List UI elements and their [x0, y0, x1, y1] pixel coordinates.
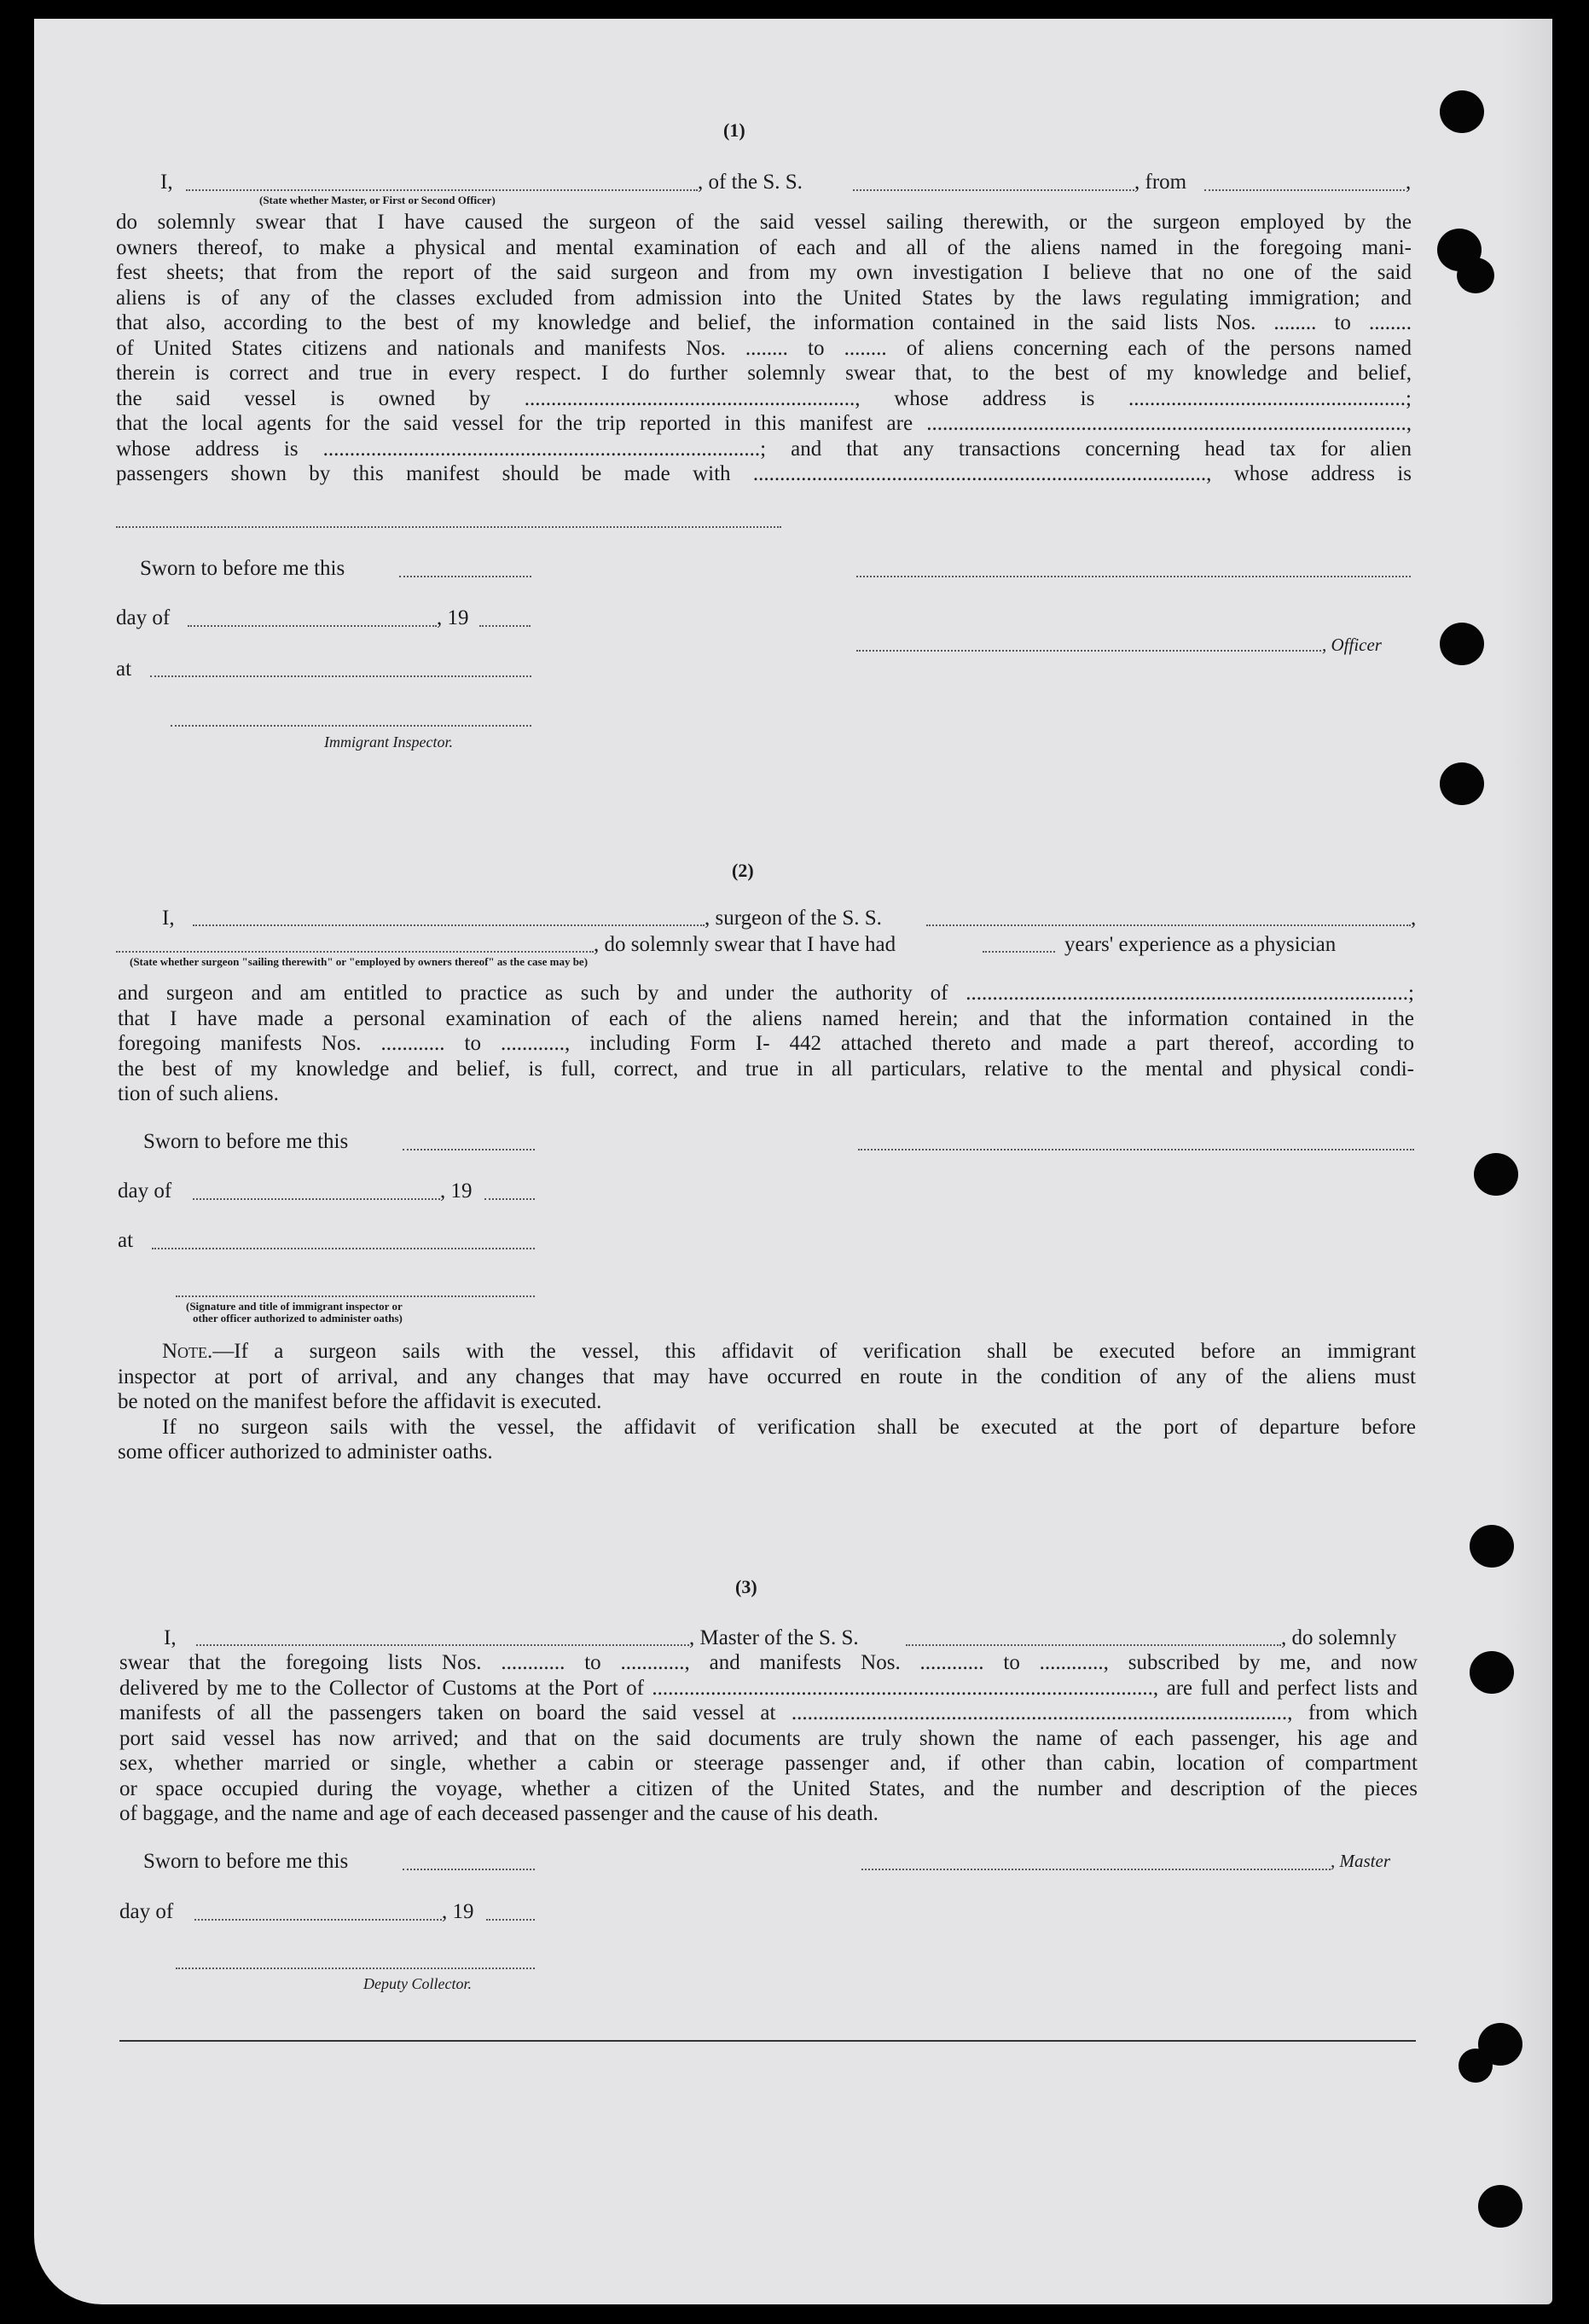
oath-1-body — [116, 210, 1412, 487]
note-label: Note. — [162, 1340, 213, 1363]
oath-3-line: swear that the foregoing lists Nos. ............ to ............, and manifests Nos. ............ to ............, subscribed by me, and now — [119, 1651, 1418, 1674]
inspector-signature-field — [171, 725, 531, 727]
oath-2-surgeon: , surgeon of the S. S. — [705, 907, 882, 930]
day-of-label: day of — [118, 1179, 172, 1203]
oath-2-sub-label: (State whether surgeon "sailing therewith" or "employed by owners thereof" as the case may be) — [130, 955, 589, 968]
oath-1-i: I, — [160, 171, 173, 194]
at-label: at — [118, 1229, 134, 1252]
punch-hole — [1457, 258, 1494, 293]
note-text: —If a surgeon sails with the vessel, this affidavit of verification shall be executed before an immigrant — [212, 1340, 1416, 1363]
punch-hole — [1470, 1651, 1514, 1694]
officer-title-field — [856, 650, 1321, 652]
day-field — [188, 625, 437, 627]
year-field — [486, 1919, 535, 1921]
oath-1-line: whose address is ..................................................................................; and that any transactions concerning head tax for alien — [116, 437, 1412, 461]
oath-1-line: do solemnly swear that I have caused the surgeon of the said vessel sailing therewith, or the surgeon employed by the — [116, 211, 1412, 234]
at-field — [152, 1248, 535, 1249]
signature-title-field — [176, 1295, 535, 1297]
note-line: inspector at port of arrival, and any changes that may have occurred en route in the condition of any of the aliens must — [118, 1365, 1416, 1388]
day-of-label: day of — [116, 606, 171, 629]
oath-3-line: sex, whether married or single, whether a cabin or steerage passenger and, if other than cabin, location of compartment — [119, 1752, 1418, 1775]
oath-1-sub-label: (State whether Master, or First or Second Officer) — [259, 194, 496, 206]
surgeon-signature-field — [858, 1149, 1414, 1150]
oath-3-line: or space occupied during the voyage, whether a citizen of the United States, and the number and description of the pieces — [119, 1776, 1418, 1800]
oath-1-line: fest sheets; that from the report of the said surgeon and from my own investigation I believe that no one of the said — [116, 261, 1412, 284]
oath-2-line: tion of such aliens. — [118, 1082, 279, 1105]
punch-hole — [1478, 2185, 1522, 2228]
oath-3-i: I, — [164, 1626, 177, 1649]
punch-hole — [1470, 1525, 1514, 1568]
master-name-field — [196, 1644, 689, 1646]
surgeon-name-field — [193, 924, 705, 926]
at-field — [150, 675, 531, 677]
port-from-field — [1204, 189, 1405, 191]
oath-2-body — [118, 981, 1414, 1107]
sworn-label: Sworn to before me this — [140, 557, 345, 580]
sworn-label: Sworn to before me this — [143, 1850, 349, 1873]
punch-hole — [1474, 1153, 1518, 1196]
punch-hole — [1440, 623, 1484, 665]
oath-1-line: therein is correct and true in every respect. I do further solemnly swear that, to the best of my knowledge and belief, — [116, 362, 1412, 385]
vessel-name-field — [853, 189, 1134, 191]
officer-label: , Officer — [1322, 635, 1382, 655]
at-label: at — [116, 658, 132, 681]
oath-2-years: years' experience as a physician — [1064, 933, 1337, 956]
year-label: , 19 — [440, 1179, 473, 1203]
oath-1-line: aliens is of any of the classes excluded from admission into the United States by the laws regulating immigration; and — [116, 286, 1412, 310]
collector-signature-field — [176, 1968, 535, 1969]
master-vessel-field — [906, 1644, 1281, 1646]
oath-1-from: , from — [1134, 171, 1187, 194]
inspector-label: Immigrant Inspector. — [324, 733, 453, 751]
collector-label: Deputy Collector. — [363, 1975, 472, 1992]
oath-1-line: passengers shown by this manifest should be made with ....................................................................................., whose address is — [116, 462, 1412, 485]
year-field — [484, 1198, 535, 1200]
oath-1-line: owners thereof, to make a physical and mental examination of each and all of the aliens named in the foregoing mani- — [116, 235, 1412, 259]
oath-3-master: , Master of the S. S. — [689, 1626, 859, 1649]
oath-3-body — [119, 1650, 1418, 1827]
signature-sub-label: (Signature and title of immigrant inspector or — [186, 1300, 403, 1313]
oath-2-line: the best of my knowledge and belief, is full, correct, and true in all particulars, relative to the mental and physical condi- — [118, 1057, 1414, 1081]
oath-2-i: I, — [162, 907, 175, 930]
sworn-date-field — [399, 576, 531, 577]
note-line — [118, 1339, 1416, 1365]
oath-2-line: that I have made a personal examination of each of the aliens named herein; and that the information contained in the — [118, 1006, 1414, 1030]
sworn-date-field — [403, 1149, 535, 1150]
years-field — [983, 951, 1055, 953]
punch-hole — [1440, 90, 1484, 133]
note-block — [118, 1339, 1416, 1465]
signature-sub-label: other officer authorized to administer oaths) — [193, 1312, 403, 1324]
section-1-heading: (1) — [723, 119, 745, 141]
bottom-divider — [119, 2040, 1416, 2042]
oath-3-line: manifests of all the passengers taken on board the said vessel at ............................................................................................., from which — [119, 1701, 1418, 1724]
oath-1-line: of United States citizens and nationals and manifests Nos. ........ to ........ of aliens concerning each of the persons named — [116, 336, 1412, 360]
day-field — [194, 1919, 442, 1921]
oath-1-line: that the local agents for the said vessel for the trip reported in this manifest are .........................................................................................., — [116, 412, 1412, 435]
document-page — [34, 19, 1552, 2304]
oath-3-line: of baggage, and the name and age of each deceased passenger and the cause of his death. — [119, 1802, 879, 1825]
oath-3-line: delivered by me to the Collector of Customs at the Port of .............................................................................................., are full and perfect lists and — [119, 1676, 1418, 1700]
oath-2-line: foregoing manifests Nos. ............ to ............, including Form I- 442 attached thereto and made a part thereof, according to — [118, 1032, 1414, 1055]
note-line: If no surgeon sails with the vessel, the affidavit of verification shall be executed at the port of departure before — [162, 1415, 1416, 1439]
sworn-label: Sworn to before me this — [143, 1130, 349, 1153]
punch-hole — [1459, 2049, 1493, 2083]
master-signature-field — [861, 1869, 1331, 1870]
agent-address-field — [116, 526, 781, 528]
oath-1-line: that also, according to the best of my knowledge and belief, the information contained in the said lists Nos. ........ to ........ — [116, 311, 1412, 334]
day-field — [193, 1198, 440, 1200]
surgeon-vessel-field — [926, 924, 1411, 926]
oath-1-comma: , — [1406, 171, 1412, 194]
note-line: some officer authorized to administer oaths. — [118, 1440, 493, 1463]
section-3-heading: (3) — [735, 1576, 757, 1597]
day-of-label: day of — [119, 1900, 174, 1923]
surgeon-status-field — [116, 951, 594, 953]
master-label: , Master — [1331, 1851, 1390, 1871]
oath-2-comma: , — [1411, 907, 1417, 930]
oath-1-line: the said vessel is owned by .............................................................., whose address is ....................................................; — [116, 386, 1412, 410]
oath-2-swear: , do solemnly swear that I have had — [594, 933, 896, 956]
oath-1-of-ss: , of the S. S. — [698, 171, 803, 194]
section-2-heading: (2) — [732, 860, 754, 881]
officer-signature-field — [856, 576, 1411, 577]
year-field — [479, 625, 531, 627]
year-label: , 19 — [437, 606, 469, 629]
officer-name-field — [186, 189, 698, 191]
oath-2-line: and surgeon and am entitled to practice as such by and under the authority of ...................................................................................; — [118, 982, 1414, 1005]
note-line: be noted on the manifest before the affidavit is executed. — [118, 1390, 602, 1413]
oath-3-swear: , do solemnly — [1281, 1626, 1397, 1649]
punch-hole — [1440, 762, 1484, 805]
year-label: , 19 — [442, 1900, 474, 1923]
sworn-date-field — [403, 1869, 535, 1870]
oath-3-line: port said vessel has now arrived; and that on the said documents are truly shown the name of each passenger, his age and — [119, 1726, 1418, 1750]
